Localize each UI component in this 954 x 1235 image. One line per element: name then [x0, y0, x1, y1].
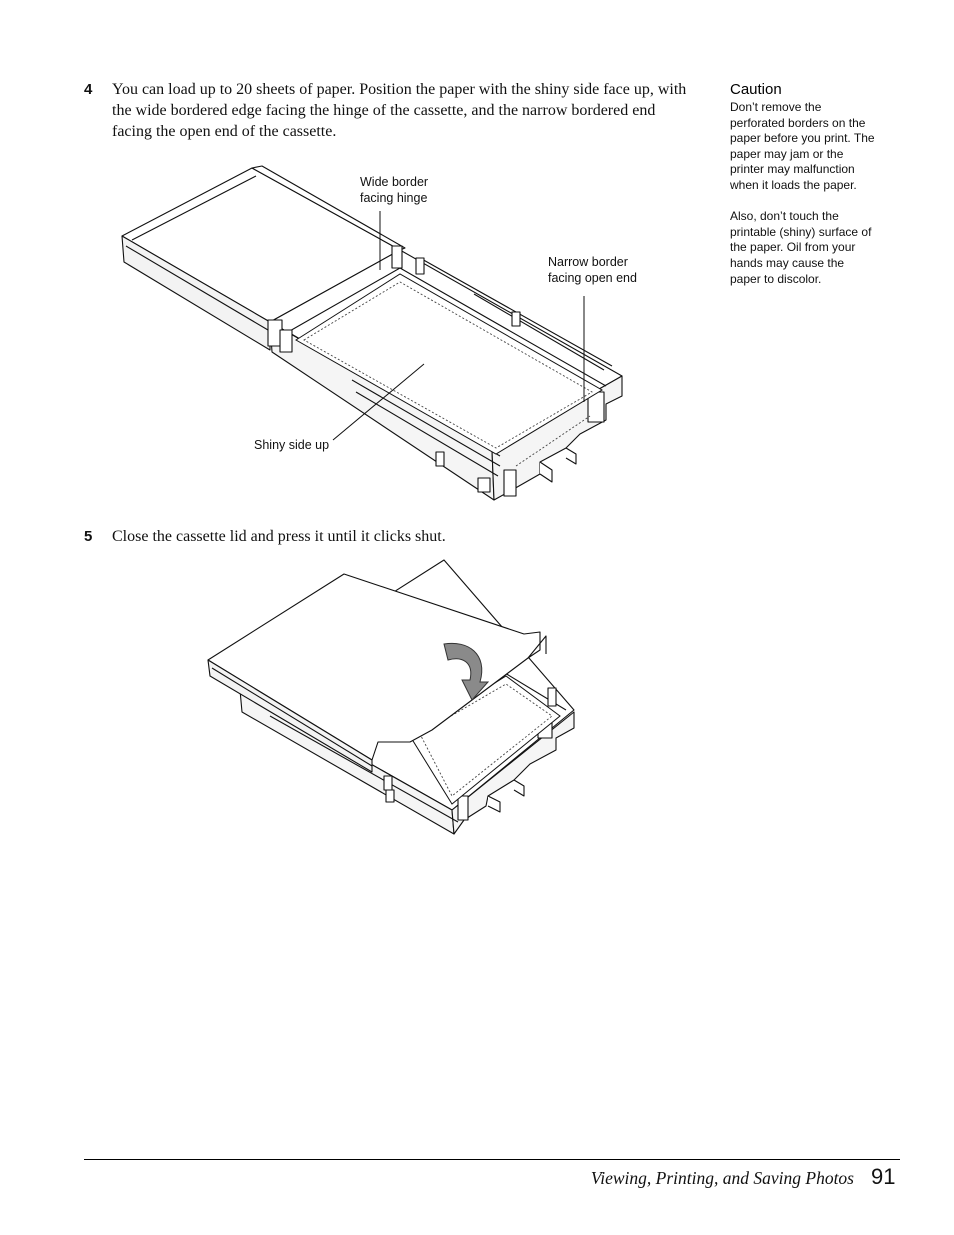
caution-line: when it loads the paper.: [730, 177, 857, 192]
step-4-line-2: the wide bordered edge facing the hinge of the cassette, and the narrow bordered end: [112, 102, 656, 119]
caution-line: Don’t remove the: [730, 100, 822, 114]
step-5-text: Close the cassette lid and press it until it clicks shut.: [112, 528, 446, 545]
step-5-number: 5: [84, 528, 93, 545]
caution-line: Also, don’t touch the: [730, 209, 839, 224]
step-4-line-1: You can load up to 20 sheets of paper. Position the paper with the shiny side face up, with: [112, 81, 687, 98]
callout-line: Wide border: [360, 175, 429, 189]
callout-line: Narrow border: [548, 255, 628, 269]
callout-line: facing open end: [548, 271, 637, 285]
caution-line: the paper. Oil from your: [730, 240, 856, 255]
caution-line: paper to discolor.: [730, 271, 822, 286]
caution-line: printable (shiny) surface of: [730, 224, 872, 239]
caution-line: perforated borders on the: [730, 115, 866, 130]
footer-page-number: 91: [871, 1164, 896, 1189]
caution-title: Caution: [730, 81, 782, 98]
callout-line: facing hinge: [360, 191, 428, 205]
footer-chapter-title: Viewing, Printing, and Saving Photos: [590, 1168, 854, 1188]
caution-line: paper may jam or the: [730, 146, 844, 161]
step-4-line-3: facing the open end of the cassette.: [112, 123, 337, 140]
callout-shiny-side: Shiny side up: [254, 438, 330, 452]
caution-line: printer may malfunction: [730, 162, 855, 177]
caution-line: hands may cause the: [730, 255, 845, 270]
caution-line: paper before you print. The: [730, 131, 875, 146]
step-4-number: 4: [84, 81, 93, 98]
footer-divider: [84, 1159, 900, 1160]
